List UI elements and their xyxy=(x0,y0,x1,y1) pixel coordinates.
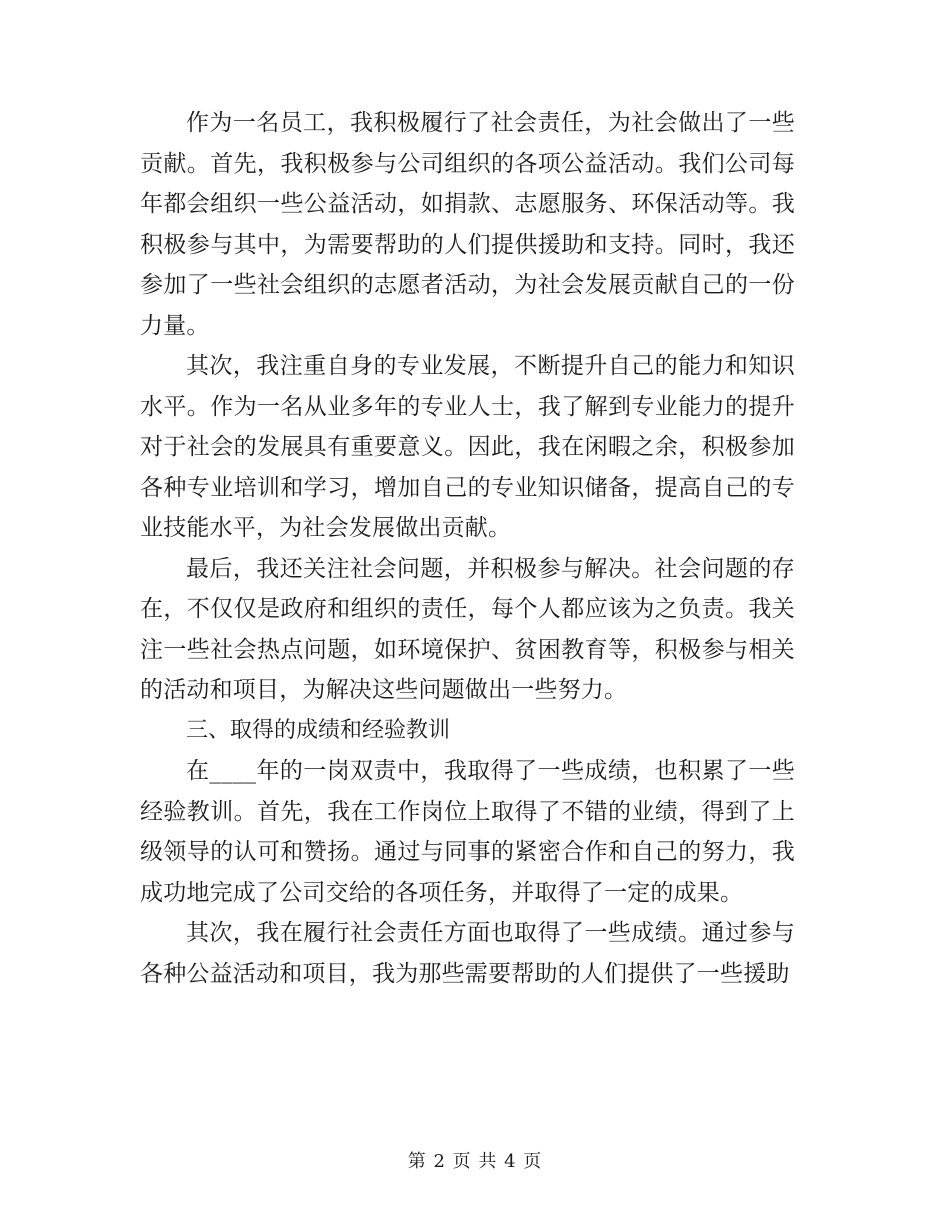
paragraph-social-responsibility: 作为一名员工，我积极履行了社会责任，为社会做出了一些贡献。首先，我积极参与公司组织的各项公益活动。我们公司每年都会组织一些公益活动，如捐款、志愿服务、环保活动等。我积极参与其中，为需要帮助的人们提供援助和支持。同时，我还参加了一些社会组织的志愿者活动，为社会发展贡献自己的一份力量。 xyxy=(140,110,795,339)
paragraph-social-issues: 最后，我还关注社会问题，并积极参与解决。社会问题的存在，不仅仅是政府和组织的责任，每个人都应该为之负责。我关注一些社会热点问题，如环境保护、贫困教育等，积极参与相关的活动和项目，为解决这些问题做出一些努力。 xyxy=(140,555,795,703)
section-heading: 三、取得的成绩和经验教训 xyxy=(186,717,451,743)
page-footer: 第 2 页 共 4 页 xyxy=(407,1151,543,1172)
paragraph-professional-development: 其次，我注重自身的专业发展，不断提升自己的能力和知识水平。作为一名从业多年的专业人士，我了解到专业能力的提升对于社会的发展具有重要意义。因此，我在闲暇之余，积极参加各种专业培训和学习，增加自己的专业知识储备，提高自己的专业技能水平，为社会发展做出贡献。 xyxy=(140,353,795,541)
paragraph-achievements: 在____年的一岗双责中，我取得了一些成绩，也积累了一些经验教训。首先，我在工作岗位上取得了不错的业绩，得到了上级领导的认可和赞扬。通过与同事的紧密合作和自己的努力，我成功地完成了公司交给的各项任务，并取得了一定的成果。 xyxy=(140,758,795,906)
paragraph-social-achievements: 其次，我在履行社会责任方面也取得了一些成绩。通过参与各种公益活动和项目，我为那些需要帮助的人们提供了一些援助 xyxy=(140,920,795,987)
document-body xyxy=(140,103,795,994)
